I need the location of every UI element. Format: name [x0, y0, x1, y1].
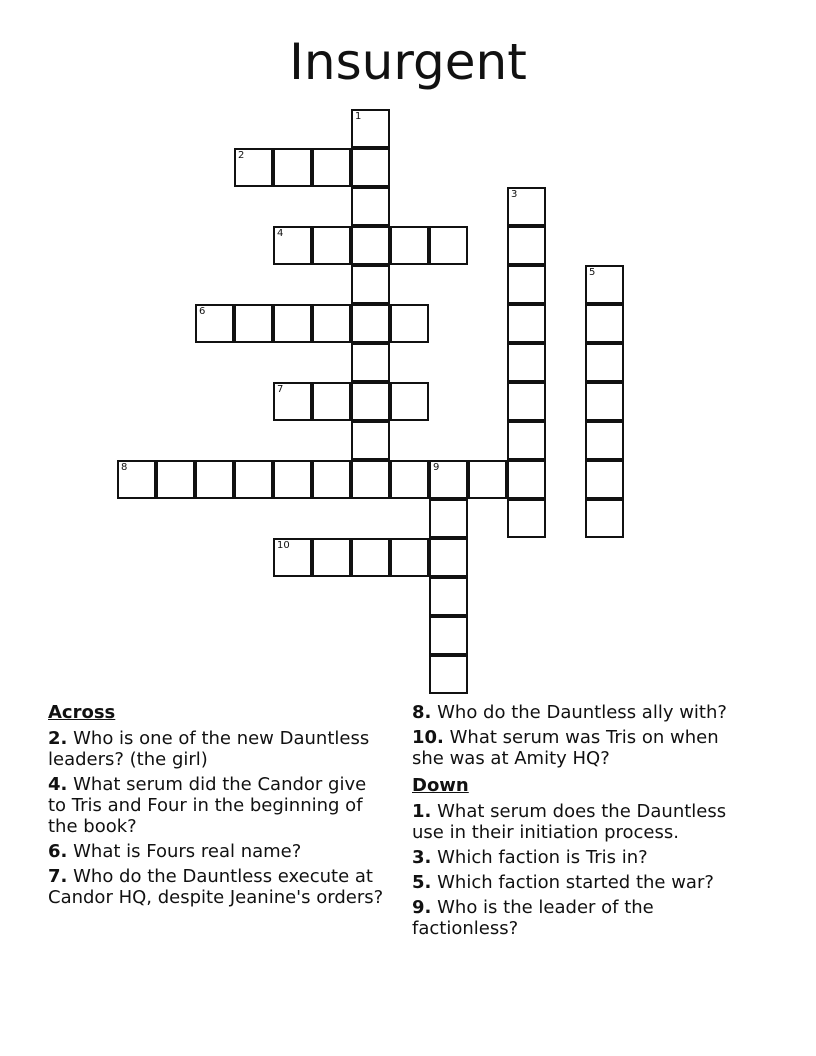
cell-number: 4 — [277, 228, 284, 239]
grid-cell[interactable] — [351, 304, 390, 343]
grid-cell[interactable] — [351, 187, 390, 226]
clue-text: What is Fours real name? — [73, 841, 302, 862]
clue-text: Who do the Dauntless execute at Candor HQ, despite Jeanine's orders? — [48, 866, 384, 908]
grid-cell[interactable] — [156, 460, 195, 499]
grid-cell[interactable] — [195, 304, 234, 343]
cell-number: 5 — [589, 267, 596, 278]
grid-cell[interactable] — [390, 460, 429, 499]
grid-cell[interactable] — [390, 382, 429, 421]
grid-cell[interactable] — [390, 304, 429, 343]
grid-cell[interactable] — [351, 421, 390, 460]
grid-cell[interactable] — [351, 382, 390, 421]
grid-cell[interactable] — [273, 226, 312, 265]
clues-left-column — [48, 702, 388, 912]
cell-number: 3 — [511, 189, 518, 200]
grid-cell[interactable] — [429, 460, 468, 499]
grid-cell[interactable] — [273, 148, 312, 187]
grid-cell[interactable] — [507, 499, 546, 538]
grid-cell[interactable] — [234, 304, 273, 343]
cell-number: 9 — [433, 462, 440, 473]
grid-cell[interactable] — [507, 226, 546, 265]
grid-cell[interactable] — [429, 655, 468, 694]
clue-number: 5. — [412, 872, 432, 893]
grid-cell[interactable] — [429, 538, 468, 577]
clue-across-8 — [412, 702, 752, 723]
grid-cell[interactable] — [312, 226, 351, 265]
grid-cell[interactable] — [195, 460, 234, 499]
grid-cell[interactable] — [507, 460, 546, 499]
grid-cell[interactable] — [429, 226, 468, 265]
grid-cell[interactable] — [351, 265, 390, 304]
grid-cell[interactable] — [312, 538, 351, 577]
clue-number: 6. — [48, 841, 68, 862]
grid-cell[interactable] — [234, 460, 273, 499]
clue-number: 8. — [412, 702, 432, 723]
clue-across-4 — [48, 774, 388, 837]
grid-cell[interactable] — [273, 382, 312, 421]
clue-down-3 — [412, 847, 752, 868]
grid-cell[interactable] — [351, 226, 390, 265]
grid-cell[interactable] — [429, 616, 468, 655]
grid-cell[interactable] — [312, 382, 351, 421]
grid-cell[interactable] — [351, 109, 390, 148]
clue-down-9 — [412, 897, 752, 939]
clue-text: Who is the leader of the factionless? — [412, 897, 654, 939]
grid-cell[interactable] — [585, 382, 624, 421]
cell-number: 10 — [277, 540, 290, 551]
grid-cell[interactable] — [585, 460, 624, 499]
grid-cell[interactable] — [507, 304, 546, 343]
grid-cell[interactable] — [507, 343, 546, 382]
grid-cell[interactable] — [429, 499, 468, 538]
grid-cell[interactable] — [351, 460, 390, 499]
clue-number: 7. — [48, 866, 68, 887]
clues-right-column — [412, 702, 752, 943]
clue-across-10 — [412, 727, 752, 769]
grid-cell[interactable] — [117, 460, 156, 499]
grid-cell[interactable] — [585, 499, 624, 538]
clue-text: What serum was Tris on when she was at Amity HQ? — [412, 727, 719, 769]
clue-text: What serum did the Candor give to Tris and Four in the beginning of the book? — [48, 774, 367, 837]
grid-cell[interactable] — [507, 187, 546, 226]
clue-down-1 — [412, 801, 752, 843]
clue-number: 4. — [48, 774, 68, 795]
grid-cell[interactable] — [585, 421, 624, 460]
grid-cell[interactable] — [312, 148, 351, 187]
clue-text: Who is one of the new Dauntless leaders? (the girl) — [48, 728, 370, 770]
grid-cell[interactable] — [351, 343, 390, 382]
grid-cell[interactable] — [507, 382, 546, 421]
grid-cell[interactable] — [507, 421, 546, 460]
cell-number: 8 — [121, 462, 128, 473]
grid-cell[interactable] — [351, 538, 390, 577]
grid-cell[interactable] — [234, 148, 273, 187]
cell-number: 1 — [355, 111, 362, 122]
clue-number: 9. — [412, 897, 432, 918]
grid-cell[interactable] — [468, 460, 507, 499]
clue-down-5 — [412, 872, 752, 893]
cell-number: 6 — [199, 306, 206, 317]
clue-text: What serum does the Dauntless use in their initiation process. — [412, 801, 727, 843]
cell-number: 2 — [238, 150, 245, 161]
grid-cell[interactable] — [273, 538, 312, 577]
clue-number: 10. — [412, 727, 444, 748]
clue-across-6 — [48, 841, 388, 862]
clue-text: Which faction is Tris in? — [437, 847, 648, 868]
clue-across-7 — [48, 866, 388, 908]
grid-cell[interactable] — [507, 265, 546, 304]
across-heading: Across — [48, 702, 116, 723]
grid-cell[interactable] — [585, 343, 624, 382]
grid-cell[interactable] — [390, 226, 429, 265]
grid-cell[interactable] — [273, 460, 312, 499]
puzzle-title: Insurgent — [289, 33, 527, 91]
grid-cell[interactable] — [273, 304, 312, 343]
grid-cell[interactable] — [390, 538, 429, 577]
clue-number: 1. — [412, 801, 432, 822]
grid-cell[interactable] — [312, 460, 351, 499]
clue-number: 3. — [412, 847, 432, 868]
grid-cell[interactable] — [351, 148, 390, 187]
clue-text: Which faction started the war? — [437, 872, 714, 893]
clue-number: 2. — [48, 728, 68, 749]
clue-across-2 — [48, 728, 388, 770]
grid-cell[interactable] — [312, 304, 351, 343]
down-heading: Down — [412, 775, 469, 796]
clue-text: Who do the Dauntless ally with? — [437, 702, 727, 723]
grid-cell[interactable] — [585, 265, 624, 304]
cell-number: 7 — [277, 384, 284, 395]
grid-cell[interactable] — [585, 304, 624, 343]
grid-cell[interactable] — [429, 577, 468, 616]
